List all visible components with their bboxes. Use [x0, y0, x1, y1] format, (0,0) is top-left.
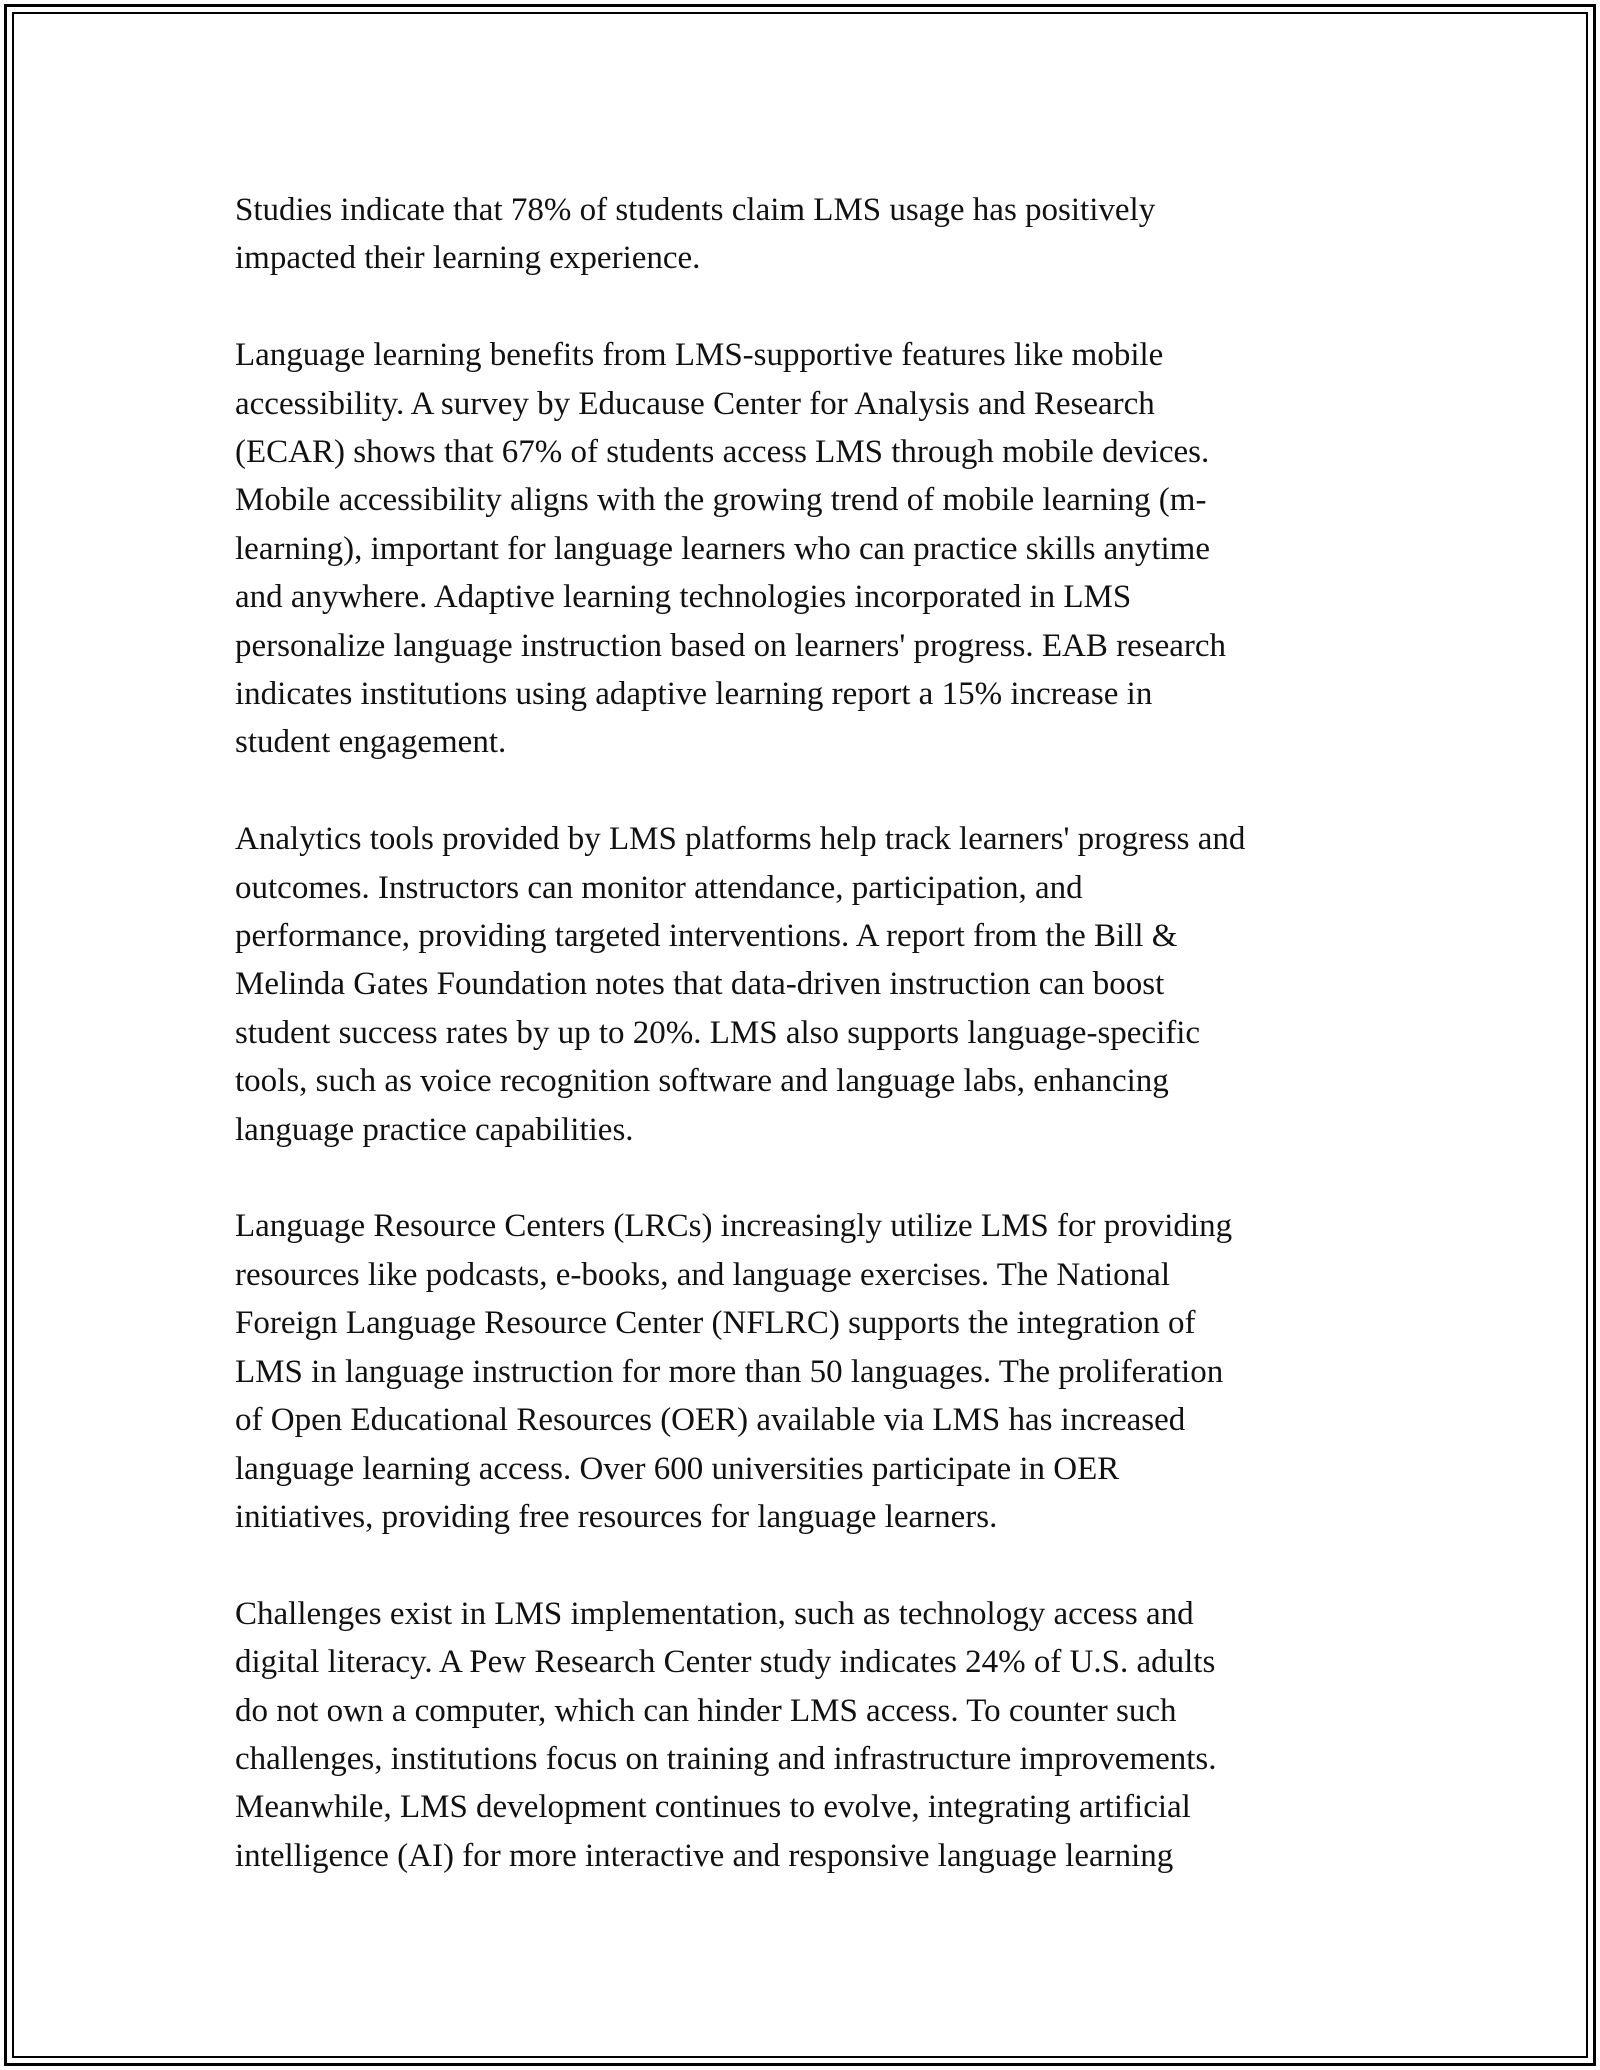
paragraph-resource-centers — [235, 1202, 1375, 1541]
text-line: Mobile accessibility aligns with the growing trend of mobile learning (m- — [235, 482, 1207, 519]
text-line: Melinda Gates Foundation notes that data-driven instruction can boost — [235, 966, 1165, 1003]
text-line: of Open Educational Resources (OER) available via LMS has increased — [235, 1402, 1186, 1439]
text-line: Meanwhile, LMS development continues to evolve, integrating artificial — [235, 1789, 1191, 1826]
text-line: Language learning benefits from LMS-supportive features like mobile — [235, 337, 1164, 374]
text-line: (ECAR) shows that 67% of students access LMS through mobile devices. — [235, 434, 1210, 471]
text-line: tools, such as voice recognition software and language labs, enhancing — [235, 1063, 1169, 1100]
text-line: Analytics tools provided by LMS platforms help track learners' progress and — [235, 821, 1246, 858]
text-line: intelligence (AI) for more interactive and responsive language learning — [235, 1837, 1174, 1874]
text-line: and anywhere. Adaptive learning technologies incorporated in LMS — [235, 579, 1132, 616]
text-line: Challenges exist in LMS implementation, such as technology access and — [235, 1595, 1194, 1632]
text-line: personalize language instruction based on learners' progress. EAB research — [235, 627, 1226, 664]
text-line: initiatives, providing free resources for language learners. — [235, 1498, 998, 1535]
text-line: performance, providing targeted interventions. A report from the Bill & — [235, 918, 1178, 955]
text-line: LMS in language instruction for more than 50 languages. The proliferation — [235, 1353, 1224, 1390]
text-line: challenges, institutions focus on training and infrastructure improvements. — [235, 1740, 1217, 1777]
text-line: digital literacy. A Pew Research Center study indicates 24% of U.S. adults — [235, 1644, 1216, 1681]
text-line: learning), important for language learners who can practice skills anytime — [235, 530, 1210, 567]
text-line: resources like podcasts, e-books, and language exercises. The National — [235, 1256, 1170, 1293]
text-line: indicates institutions using adaptive learning report a 15% increase in — [235, 676, 1153, 713]
text-line: language practice capabilities. — [235, 1111, 634, 1148]
text-line: Foreign Language Resource Center (NFLRC) supports the integration of — [235, 1305, 1196, 1342]
text-line: accessibility. A survey by Educause Center for Analysis and Research — [235, 385, 1155, 422]
paragraph-mobile-stats — [235, 186, 1375, 283]
text-line: do not own a computer, which can hinder LMS access. To counter such — [235, 1692, 1177, 1729]
paragraph-analytics — [235, 815, 1375, 1154]
text-line: Studies indicate that 78% of students claim LMS usage has positively — [235, 192, 1156, 228]
paragraph-challenges — [235, 1590, 1375, 1880]
text-line: impacted their learning experience. — [235, 240, 701, 277]
document-body — [235, 186, 1375, 1929]
text-line: Language Resource Centers (LRCs) increasingly utilize LMS for providing — [235, 1208, 1233, 1245]
text-line: language learning access. Over 600 universities participate in OER — [235, 1450, 1120, 1487]
text-line: student success rates by up to 20%. LMS also supports language-specific — [235, 1014, 1201, 1051]
paragraph-language-learning — [235, 331, 1375, 767]
text-line: outcomes. Instructors can monitor attendance, participation, and — [235, 869, 1083, 906]
text-line: student engagement. — [235, 724, 507, 761]
